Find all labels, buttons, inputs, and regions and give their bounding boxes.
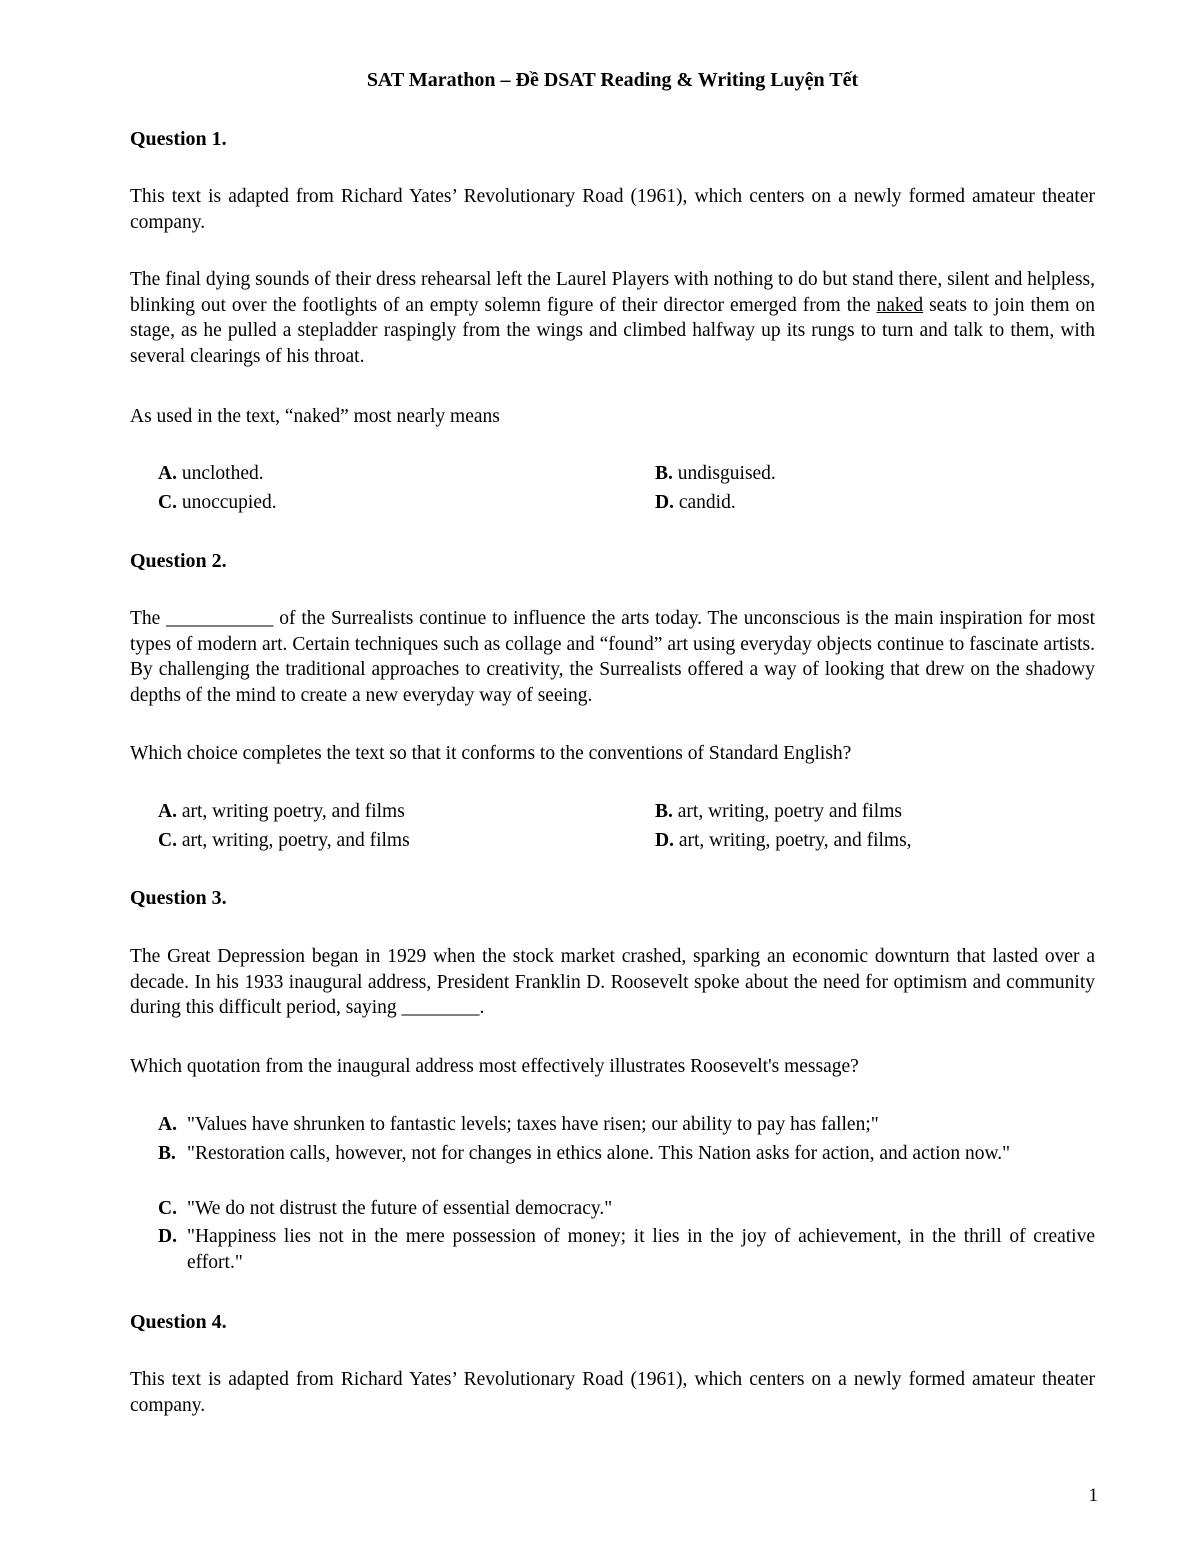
option-text: art, writing, poetry, and films, (673, 830, 912, 851)
option-c[interactable] (158, 828, 410, 854)
question-1-heading: Question 1. (130, 128, 227, 150)
page-number: 1 (1088, 1485, 1098, 1506)
option-text: undisguised. (672, 463, 776, 484)
passage-text: seats to join them on stage, as he pulled a stepladder raspingly from the wings and climbed halfway up its rungs to turn and talk to them, with several clearings of his throat. (130, 294, 1095, 367)
answer-blank: ________ (401, 997, 480, 1018)
option-text: "Values have shrunken to fantastic levels; taxes have risen; our ability to pay has fallen;" (187, 1114, 879, 1135)
option-letter: D. (655, 830, 674, 851)
option-b[interactable] (655, 461, 776, 487)
option-letter: D. (655, 492, 674, 513)
question-3-prompt: Which quotation from the inaugural address most effectively illustrates Roosevelt's message? (130, 1056, 859, 1077)
question-1-options-row-2 (158, 490, 1095, 516)
option-letter: D. (158, 1226, 177, 1247)
option-text: art, writing poetry, and films (176, 801, 405, 822)
passage-text: The Great Depression began in 1929 when the stock market crashed, sparking an economic downturn that lasted over a decade. In his 1933 inaugural address, President Franklin D. Roosevelt spoke about the need for optimism and community during this difficult period, saying (130, 946, 1095, 1018)
option-letter: A. (158, 1114, 177, 1135)
option-text: art, writing, poetry, and films (176, 830, 410, 851)
underlined-word: naked (876, 294, 924, 316)
question-2-prompt: Which choice completes the text so that it conforms to the conventions of Standard English? (130, 743, 852, 764)
option-a[interactable] (158, 1112, 1095, 1138)
option-a[interactable] (158, 461, 264, 487)
question-4-intro: This text is adapted from Richard Yates’ Revolutionary Road (1961), which centers on a newly formed amateur theater company. (130, 1369, 1095, 1416)
question-1-intro: This text is adapted from Richard Yates’ Revolutionary Road (1961), which centers on a newly formed amateur theater company. (130, 186, 1095, 233)
option-text: art, writing, poetry and films (672, 801, 902, 822)
option-text: unclothed. (176, 463, 264, 484)
option-letter: B. (655, 801, 673, 822)
question-1-options-row-1 (158, 461, 1095, 487)
passage-text: . (479, 997, 485, 1018)
question-1-passage (130, 267, 1095, 369)
question-3-passage (130, 944, 1095, 1021)
option-letter: C. (158, 1198, 177, 1219)
option-text: candid. (673, 492, 736, 513)
option-text: "Happiness lies not in the mere possession of money; it lies in the joy of achievement, in the thrill of creative effort." (187, 1226, 1095, 1273)
option-d[interactable] (158, 1224, 1095, 1275)
option-c[interactable] (158, 490, 277, 516)
option-b[interactable] (158, 1141, 1095, 1167)
option-text: "We do not distrust the future of essential democracy." (187, 1198, 613, 1219)
option-letter: C. (158, 830, 177, 851)
option-letter: A. (158, 463, 177, 484)
answer-blank: ___________ (166, 608, 274, 629)
option-letter: A. (158, 801, 177, 822)
question-3-heading: Question 3. (130, 887, 227, 909)
option-d[interactable] (655, 828, 912, 854)
option-letter: B. (158, 1143, 176, 1164)
option-letter: C. (158, 492, 177, 513)
option-c[interactable] (158, 1196, 1095, 1222)
option-text: unoccupied. (176, 492, 277, 513)
question-2-options-row-2 (158, 828, 1095, 854)
question-4-heading: Question 4. (130, 1311, 227, 1333)
passage-text: of the Surrealists continue to influence the arts today. The unconscious is the main inspiration for most types of modern art. Certain techniques such as collage and “found” art using everyday objects continue to fascinate artists. By challenging the traditional approaches to creativity, the Surrealists offered a way of looking that drew on the shadowy depths of the mind to create a new everyday way of seeing. (130, 608, 1095, 706)
passage-text: The final dying sounds of their dress rehearsal left the Laurel Players with nothing to do but stand there, silent and helpless, blinking out over the footlights of an empty solemn figure of their director emerged from the (130, 269, 1095, 316)
question-2-options-row-1 (158, 799, 1095, 825)
option-letter: B. (655, 463, 673, 484)
page-title: SAT Marathon – Đề DSAT Reading & Writing Luyện Tết (366, 69, 859, 91)
question-2-heading: Question 2. (130, 550, 227, 572)
passage-text: The (130, 608, 167, 629)
option-d[interactable] (655, 490, 736, 516)
option-text: "Restoration calls, however, not for changes in ethics alone. This Nation asks for action, and action now." (187, 1143, 1011, 1164)
option-b[interactable] (655, 799, 902, 825)
question-2-passage (130, 606, 1095, 708)
question-1-prompt: As used in the text, “naked” most nearly means (130, 406, 500, 427)
option-a[interactable] (158, 799, 405, 825)
